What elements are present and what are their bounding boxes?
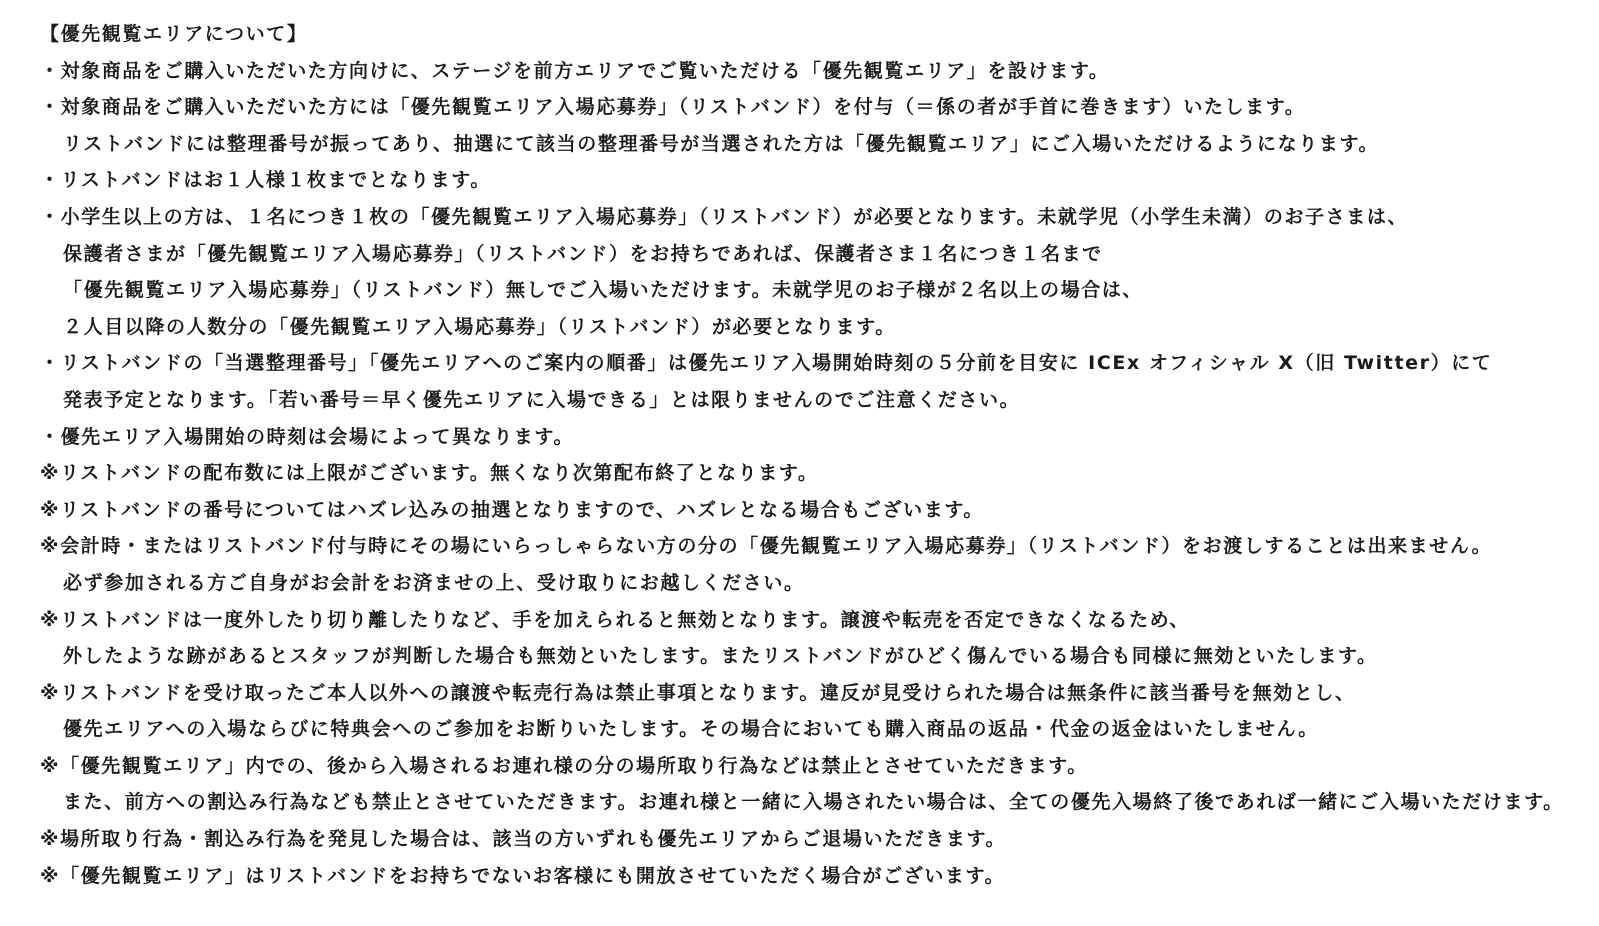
notice-line-continued: 保護者さまが「優先観覧エリア入場応募券」（リストバンド）をお持ちであれば、保護者さま１名につき１名まで [63, 242, 1103, 265]
notice-line-bullet: ・リストバンドはお１人様１枚までとなります。 [40, 169, 491, 192]
notice-line-bullet: ・リストバンドの「当選整理番号」「優先エリアへのご案内の順番」は優先エリア入場開始時刻の５分前を目安に ICEx オフィシャル X（旧 Twitter）にて [40, 352, 1493, 375]
notice-line-continued: 外したような跡があるとスタッフが判断した場合も無効といたします。またリストバンドがひどく傷んでいる場合も同様に無効といたします。 [63, 645, 1378, 668]
notice-heading: 【優先観覧エリアについて】 [40, 23, 308, 45]
notice-line-note: ※会計時・またはリストバンド付与時にその場にいらっしゃらない方の分の「優先観覧エリア入場応募券」（リストバンド）をお渡しすることは出来ません。 [40, 535, 1493, 558]
notice-line-bullet: ・小学生以上の方は、１名につき１枚の「優先観覧エリア入場応募券」（リストバンド）が必要となります。未就学児（小学生未満）のお子さまは、 [40, 205, 1409, 228]
notice-line-note: ※リストバンドの配布数には上限がございます。無くなり次第配布終了となります。 [40, 462, 819, 485]
notice-line-continued: 優先エリアへの入場ならびに特典会へのご参加をお断りいたします。その場合においても購入商品の返品・代金の返金はいたしません。 [63, 718, 1319, 741]
notice-line-note: ※リストバンドを受け取ったご本人以外への譲渡や転売行為は禁止事項となります。違反が見受けられた場合は無条件に該当番号を無効とし、 [40, 681, 1356, 704]
notice-line-continued: また、前方への割込み行為なども禁止とさせていただきます。お連れ様と一緒に入場されたい場合は、全ての優先入場終了後であれば一緒にご入場いただけます。 [63, 791, 1564, 814]
notice-line-continued: 「優先観覧エリア入場応募券」（リストバンド）無しでご入場いただけます。未就学児のお子様が２名以上の場合は、 [63, 279, 1144, 302]
notice-line-continued: 発表予定となります。「若い番号＝早く優先エリアに入場できる」とは限りませんのでご注意ください。 [63, 388, 1021, 411]
notice-line-bullet: ・対象商品をご購入いただいた方には「優先観覧エリア入場応募券」（リストバンド）を付与（＝係の者が手首に巻きます）いたします。 [40, 96, 1306, 119]
notice-line-note: ※「優先観覧エリア」はリストバンドをお持ちでないお客様にも開放させていただく場合がございます。 [40, 864, 1006, 887]
notice-line-note: ※「優先観覧エリア」内での、後から入場されるお連れ様の分の場所取り行為などは禁止とさせていただきます。 [40, 754, 1088, 777]
notice-line-bullet: ・優先エリア入場開始の時刻は会場によって異なります。 [40, 425, 575, 448]
notice-line-note: ※リストバンドの番号についてはハズレ込みの抽選となりますので、ハズレとなる場合もございます。 [40, 498, 985, 521]
priority-area-notice [40, 16, 1580, 894]
notice-line-continued: 必ず参加される方ご自身がお会計をお済ませの上、受け取りにお越しください。 [63, 571, 805, 594]
notice-line-continued: リストバンドには整理番号が振ってあり、抽選にて該当の整理番号が当選された方は「優先観覧エリア」にご入場いただけるようになります。 [63, 132, 1380, 155]
notice-line-bullet: ・対象商品をご購入いただいた方向けに、ステージを前方エリアでご覧いただける「優先観覧エリア」を設けます。 [40, 59, 1110, 82]
notice-line-note: ※リストバンドは一度外したり切り離したりなど、手を加えられると無効となります。譲渡や転売を否定できなくなるため、 [40, 608, 1191, 631]
notice-line-continued: ２人目以降の人数分の「優先観覧エリア入場応募券」（リストバンド）が必要となります。 [63, 315, 896, 338]
notice-line-note: ※場所取り行為・割込み行為を発見した場合は、該当の方いずれも優先エリアからご退場いただきます。 [40, 828, 1007, 851]
